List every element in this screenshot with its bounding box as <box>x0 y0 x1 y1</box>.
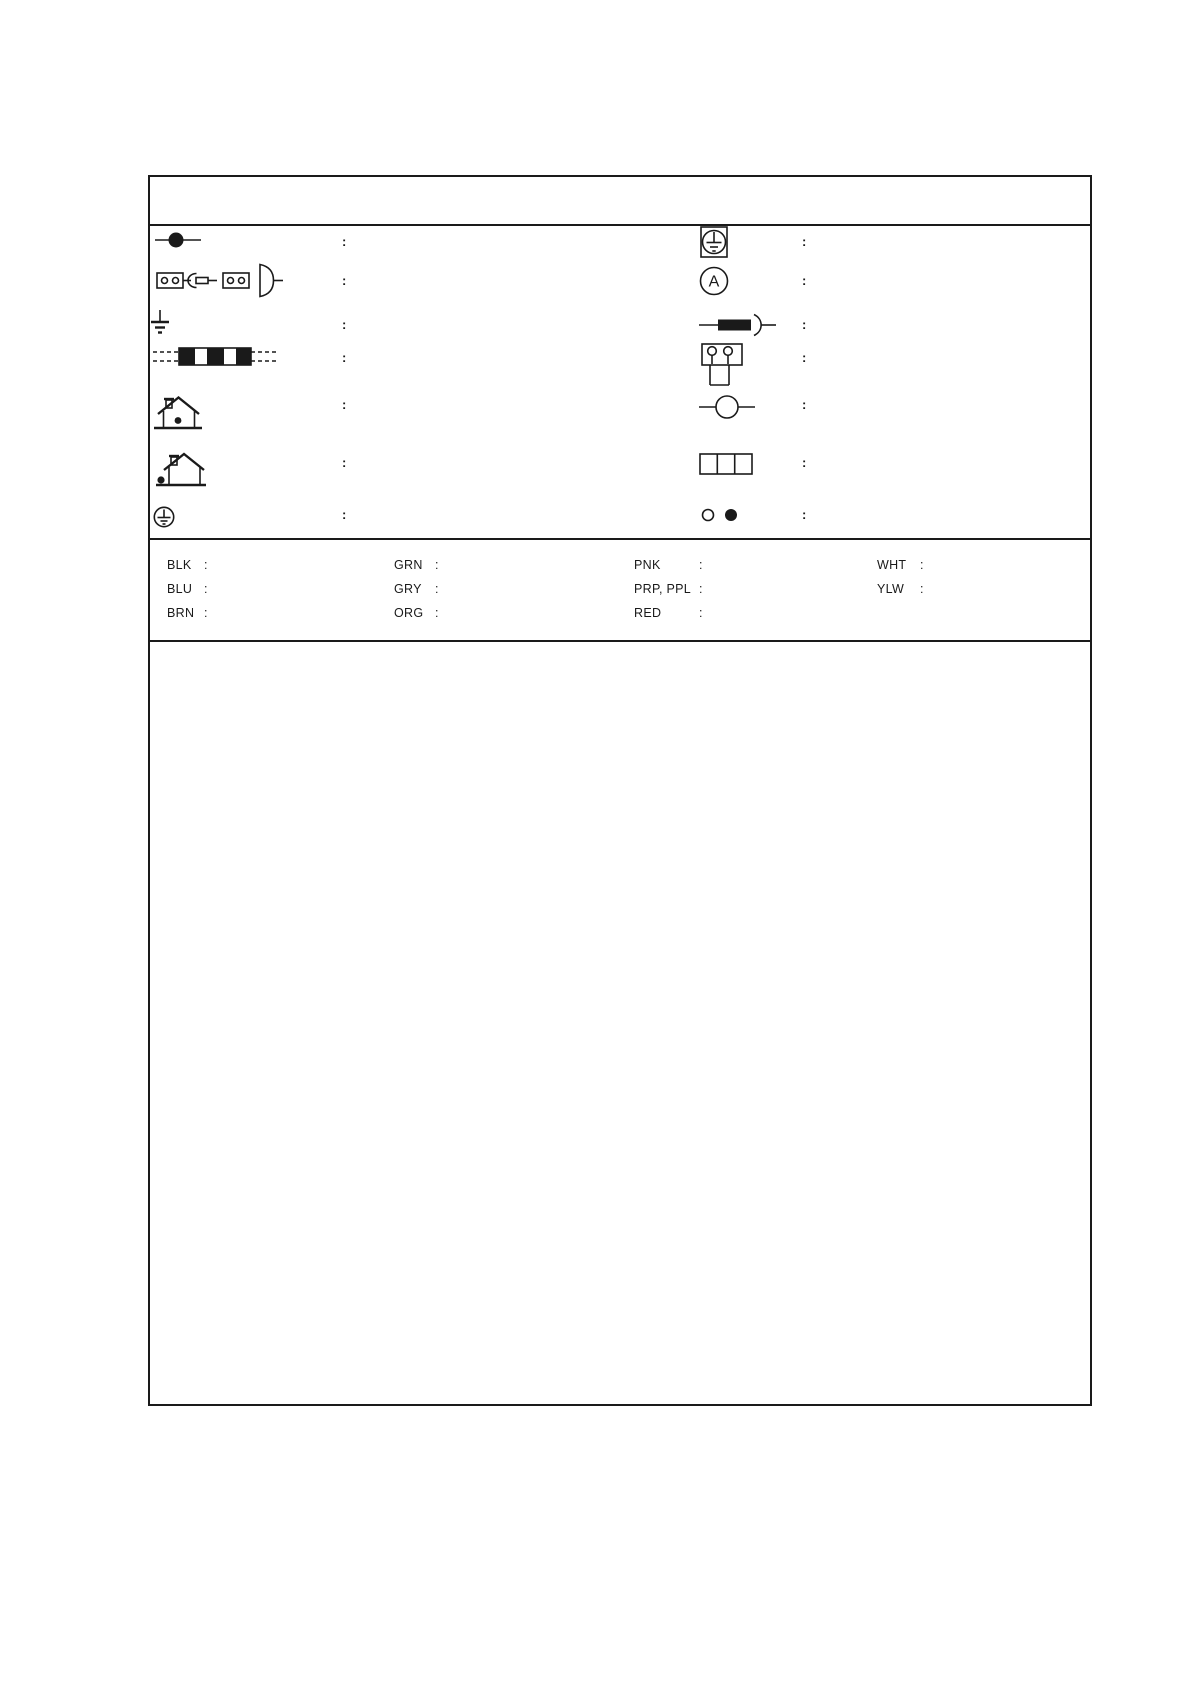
colon-separator: : <box>699 582 703 596</box>
symbol-description <box>362 349 482 363</box>
colon-separator: : <box>699 606 703 620</box>
color-code-label: GRY <box>394 582 422 596</box>
colon-separator: : <box>204 606 208 620</box>
symbol-description <box>822 396 942 410</box>
colon-separator: : <box>342 507 347 522</box>
colon-separator: : <box>802 234 807 249</box>
color-code-label: GRN <box>394 558 423 572</box>
color-code-value <box>218 582 298 594</box>
colon-separator: : <box>342 350 347 365</box>
shielded-cable-icon <box>153 346 277 368</box>
diagram-empty-area <box>150 640 1090 1406</box>
symbol-description <box>362 233 482 247</box>
circle-on-line-icon <box>699 394 755 420</box>
color-code-value <box>218 558 298 570</box>
symbol-description <box>822 349 942 363</box>
symbol-description <box>822 272 942 286</box>
color-code-value <box>713 606 793 618</box>
color-code-label: RED <box>634 606 662 620</box>
connector-terminals-icon <box>156 263 290 299</box>
colon-separator: : <box>802 350 807 365</box>
color-code-value <box>218 606 298 618</box>
color-code-label: PRP, PPL <box>634 582 692 596</box>
ammeter-icon <box>699 266 729 296</box>
color-code-value <box>713 558 793 570</box>
symbol-description <box>362 316 482 330</box>
color-code-label: BRN <box>167 606 195 620</box>
house-dot-inside-icon <box>154 395 204 431</box>
colon-separator: : <box>342 455 347 470</box>
color-code-label: WHT <box>877 558 907 572</box>
color-code-value <box>449 606 529 618</box>
colon-separator: : <box>204 582 208 596</box>
symbol-description <box>362 396 482 410</box>
colon-separator: : <box>802 397 807 412</box>
color-code-label: YLW <box>877 582 905 596</box>
color-code-value <box>713 582 793 594</box>
symbols-divider <box>148 538 1092 540</box>
colon-separator: : <box>204 558 208 572</box>
house-dot-outside-icon <box>154 451 210 489</box>
header-divider <box>148 224 1092 226</box>
terminal-strip-icon <box>699 453 753 475</box>
colon-separator: : <box>802 507 807 522</box>
colon-separator: : <box>435 558 439 572</box>
symbol-description <box>822 454 942 468</box>
symbol-description <box>362 454 482 468</box>
color-code-value <box>934 558 1014 570</box>
legend-outer-box <box>148 175 1092 1406</box>
colon-separator: : <box>435 606 439 620</box>
symbol-description <box>822 233 942 247</box>
colon-separator: : <box>802 455 807 470</box>
colon-separator: : <box>342 317 347 332</box>
boxed-protective-earth-icon <box>700 226 728 258</box>
color-code-value <box>449 582 529 594</box>
colon-separator: : <box>342 273 347 288</box>
colon-separator: : <box>699 558 703 572</box>
colon-separator: : <box>920 582 924 596</box>
colon-separator: : <box>802 273 807 288</box>
color-code-label: BLU <box>167 582 193 596</box>
color-code-value <box>449 558 529 570</box>
splice-point-icon <box>154 231 202 249</box>
colon-separator: : <box>920 558 924 572</box>
ammeter-letter: A <box>708 273 720 291</box>
protective-earth-icon <box>153 506 175 528</box>
fuse-icon <box>699 312 777 338</box>
colon-separator: : <box>342 234 347 249</box>
header-band <box>150 177 1090 224</box>
symbol-description <box>822 506 942 520</box>
earth-ground-icon <box>150 309 170 339</box>
colon-separator: : <box>435 582 439 596</box>
color-code-value <box>934 582 1014 594</box>
junction-circles-icon <box>701 507 743 523</box>
connector-block-icon <box>701 343 743 387</box>
color-code-label: BLK <box>167 558 192 572</box>
color-code-label: PNK <box>634 558 661 572</box>
colon-separator: : <box>802 317 807 332</box>
colon-separator: : <box>342 397 347 412</box>
symbol-description <box>822 316 942 330</box>
symbol-description <box>362 272 482 286</box>
symbol-description <box>362 506 482 520</box>
color-code-label: ORG <box>394 606 424 620</box>
